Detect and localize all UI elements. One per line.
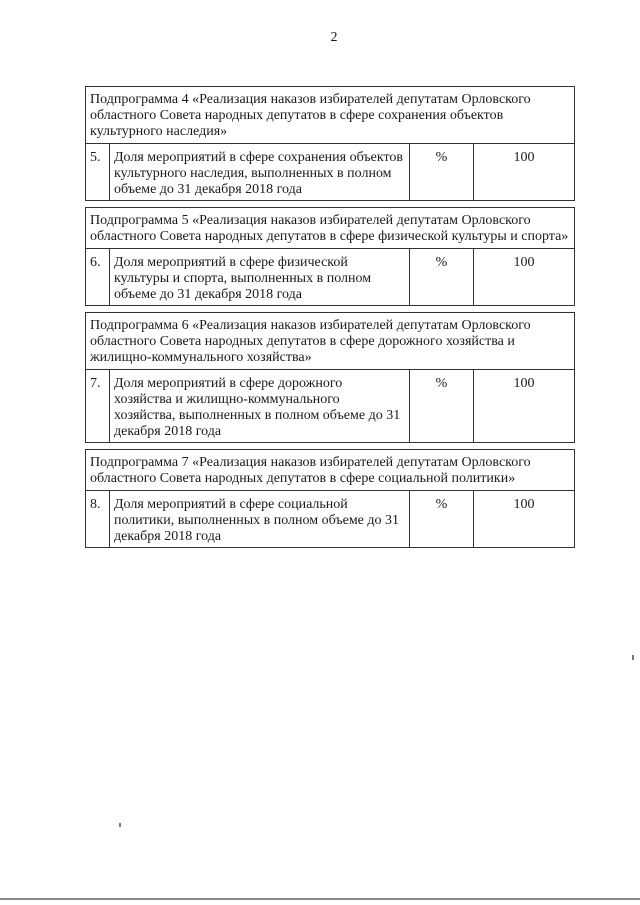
subprogram-title: Подпрограмма 5 «Реализация наказов избирателей депутатам Орловского областного Совета народных депутатов в сфере физической культуры и спорта» xyxy=(86,208,575,249)
row-gap xyxy=(86,306,575,313)
scan-speck xyxy=(119,823,121,827)
indicator-description: Доля мероприятий в сфере физической культуры и спорта, выполненных в полном объеме до 31 декабря 2018 года xyxy=(110,249,410,306)
subprogram-row xyxy=(86,208,575,249)
scan-edge-line xyxy=(0,898,640,900)
indicator-unit: % xyxy=(410,370,474,443)
indicator-unit: % xyxy=(410,491,474,548)
indicator-row xyxy=(86,249,575,306)
subprogram-title: Подпрограмма 6 «Реализация наказов избирателей депутатам Орловского областного Совета народных депутатов в сфере дорожного хозяйства и жилищно-коммунального хозяйства» xyxy=(86,313,575,370)
indicator-row xyxy=(86,370,575,443)
subprogram-row xyxy=(86,313,575,370)
indicator-value: 100 xyxy=(474,491,575,548)
indicator-unit: % xyxy=(410,144,474,201)
page-number: 2 xyxy=(330,30,338,45)
indicator-value: 100 xyxy=(474,249,575,306)
row-gap xyxy=(86,443,575,450)
indicators-table xyxy=(85,86,575,548)
row-number: 5. xyxy=(86,144,110,201)
row-number: 8. xyxy=(86,491,110,548)
indicator-row xyxy=(86,491,575,548)
indicator-description: Доля мероприятий в сфере социальной политики, выполненных в полном объеме до 31 декабря 2018 года xyxy=(110,491,410,548)
scan-speck xyxy=(632,655,634,660)
indicator-value: 100 xyxy=(474,370,575,443)
indicator-description: Доля мероприятий в сфере дорожного хозяйства и жилищно-коммунального хозяйства, выполненных в полном объеме до 31 декабря 2018 года xyxy=(110,370,410,443)
indicator-row xyxy=(86,144,575,201)
subprogram-title: Подпрограмма 4 «Реализация наказов избирателей депутатам Орловского областного Совета народных депутатов в сфере сохранения объектов культурного наследия» xyxy=(86,87,575,144)
indicator-value: 100 xyxy=(474,144,575,201)
subprogram-title: Подпрограмма 7 «Реализация наказов избирателей депутатам Орловского областного Совета народных депутатов в сфере социальной политики» xyxy=(86,450,575,491)
row-number: 7. xyxy=(86,370,110,443)
indicator-unit: % xyxy=(410,249,474,306)
subprogram-row xyxy=(86,450,575,491)
row-gap xyxy=(86,201,575,208)
subprogram-row xyxy=(86,87,575,144)
indicator-description: Доля мероприятий в сфере сохранения объектов культурного наследия, выполненных в полном объеме до 31 декабря 2018 года xyxy=(110,144,410,201)
row-number: 6. xyxy=(86,249,110,306)
